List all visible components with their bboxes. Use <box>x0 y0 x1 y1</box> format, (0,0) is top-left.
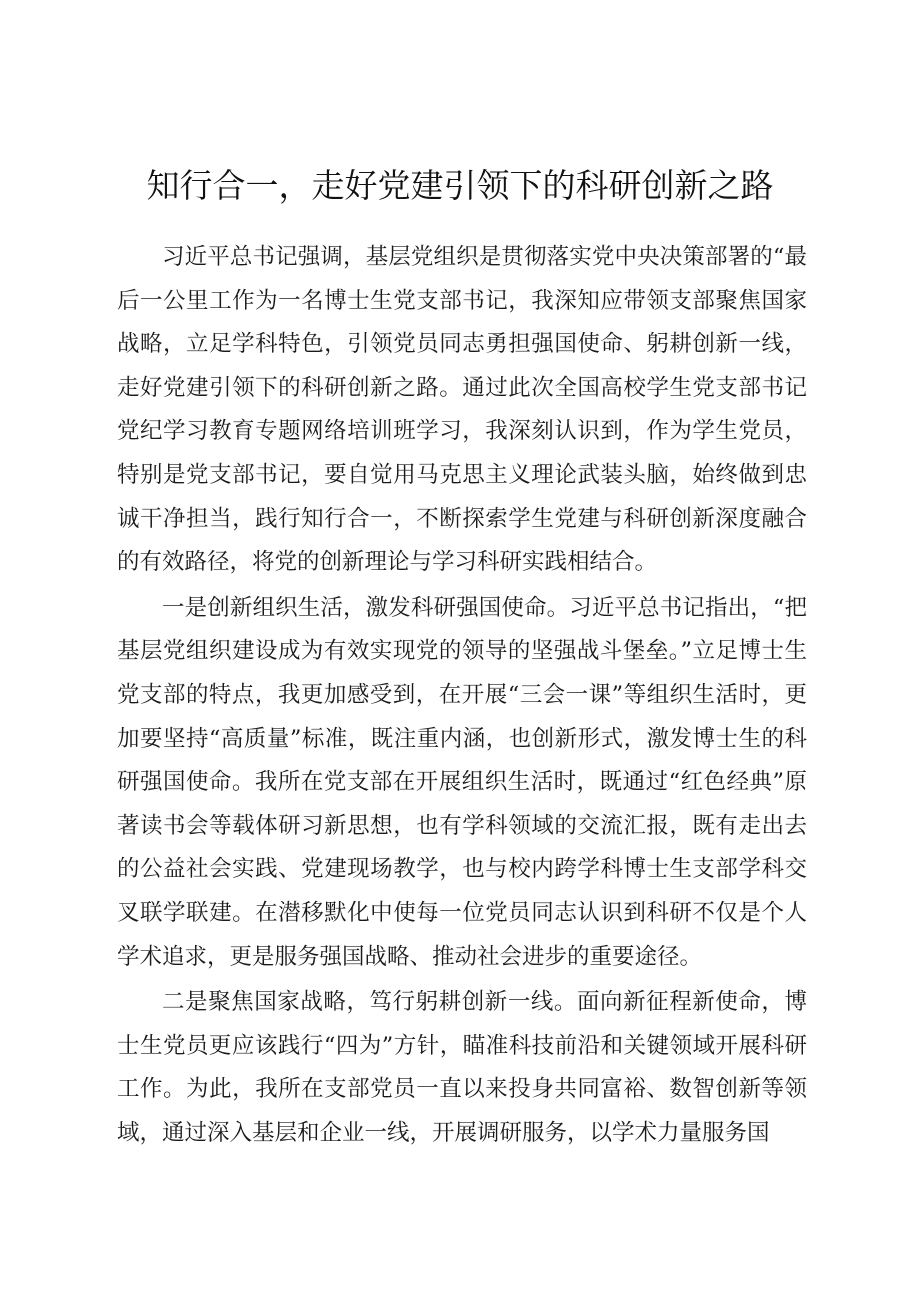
paragraph-point-two: 二是聚焦国家战略，笃行躬耕创新一线。面向新征程新使命，博士生党员更应该践行“四为”方针，瞄准科技前沿和关键领域开展科研工作。为此，我所在支部党员一直以来投身共同富裕、数智创新等领域，通过深入基层和企业一线，开展调研服务，以学术力量服务国 <box>117 989 807 1146</box>
paragraph-point-one: 一是创新组织生活，激发科研强国使命。习近平总书记指出，“把基层党组织建设成为有效实现党的领导的坚强战斗堡垒。”立足博士生党支部的特点，我更加感受到，在开展“三会一课”等组织生活时，更加要坚持“高质量”标准，既注重内涵，也创新形式，激发博士生的科研强国使命。我所在党支部在开展组织生活时，既通过“红色经典”原著读书会等载体研习新思想，也有学科领域的交流汇报，既有走出去的公益社会实践、党建现场教学，也与校内跨学科博士生支部学科交叉联学联建。在潜移默化中使每一位党员同志认识到科研不仅是个人学术追求，更是服务强国战略、推动社会进步的重要途径。 <box>117 594 807 970</box>
paragraph-intro: 习近平总书记强调，基层党组织是贯彻落实党中央决策部署的“最后一公里工作为一名博士生党支部书记，我深知应带领支部聚焦国家战略，立足学科特色，引领党员同志勇担强国使命、躬耕创新一线，走好党建引领下的科研创新之路。通过此次全国高校学生党支部书记党纪学习教育专题网络培训班学习，我深刻认识到，作为学生党员，特别是党支部书记，要自觉用马克思主义理论武装头脑，始终做到忠诚干净担当，践行知行合一，不断探索学生党建与科研创新深度融合的有效路径，将党的创新理论与学习科研实践相结合。 <box>117 244 807 576</box>
document-title: 知行合一，走好党建引领下的科研创新之路 <box>146 166 774 205</box>
document-body <box>117 236 807 1157</box>
